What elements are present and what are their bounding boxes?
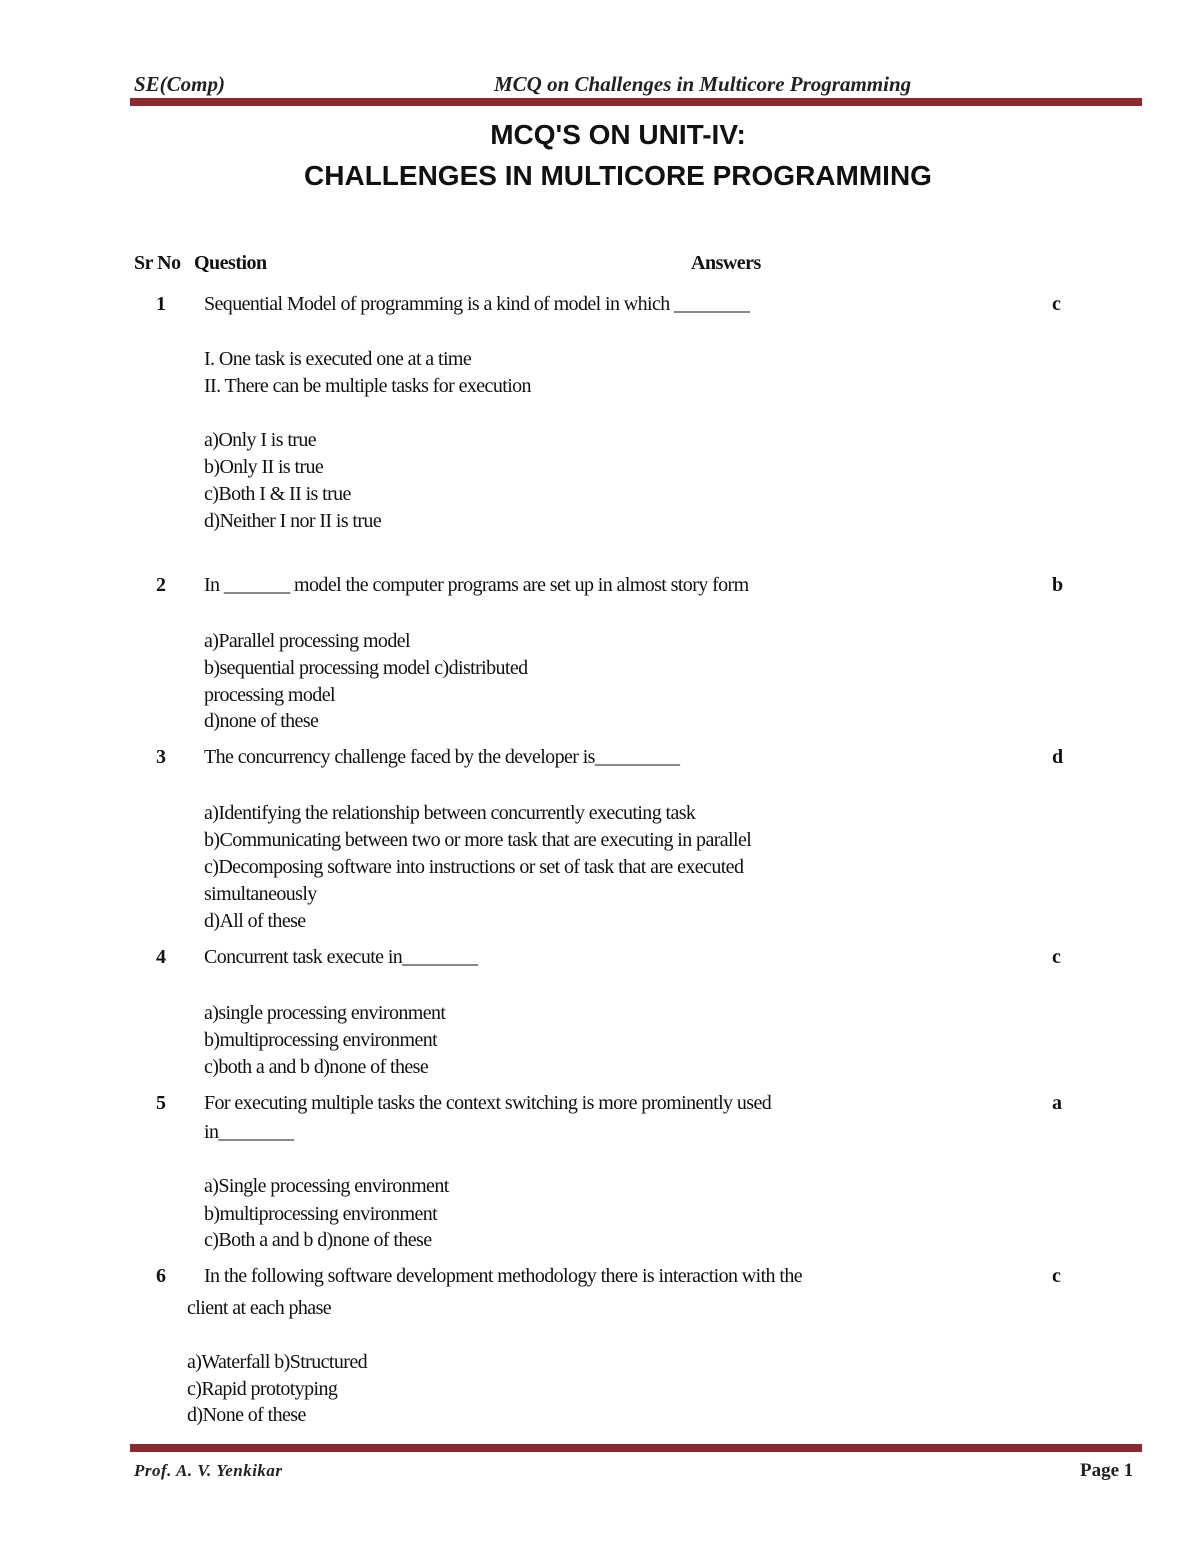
question-number: 2: [156, 574, 166, 596]
answer-value: a: [1052, 1092, 1062, 1114]
option-text: b)multiprocessing environment: [204, 1029, 438, 1051]
question-number: 3: [156, 746, 166, 768]
page-title-line-1: MCQ'S ON UNIT-IV:: [490, 119, 746, 150]
option-text: b)sequential processing model c)distributed: [204, 657, 528, 679]
question-number: 5: [156, 1092, 166, 1114]
option-text: b)multiprocessing environment: [204, 1203, 438, 1225]
question-text: The concurrency challenge faced by the developer is_________: [204, 746, 680, 768]
page-number: Page 1: [1080, 1460, 1134, 1481]
column-header-sr-no: Sr No: [134, 252, 181, 274]
option-text: simultaneously: [204, 883, 317, 905]
page-title-line-2: CHALLENGES IN MULTICORE PROGRAMMING: [304, 160, 932, 191]
option-text: d)none of these: [204, 710, 319, 732]
question-text-continued: in________: [204, 1121, 294, 1143]
header-rule: [130, 98, 1142, 106]
option-text: a)Waterfall b)Structured: [187, 1351, 368, 1373]
question-number: 6: [156, 1265, 166, 1287]
header-subject: MCQ on Challenges in Multicore Programming: [494, 72, 912, 96]
column-header-answers: Answers: [691, 252, 761, 274]
answer-value: c: [1052, 946, 1061, 968]
answer-value: b: [1052, 574, 1064, 596]
answer-value: c: [1052, 293, 1061, 315]
question-text: Concurrent task execute in________: [204, 946, 478, 968]
option-text: c)Rapid prototyping: [187, 1378, 338, 1400]
question-number: 1: [156, 293, 166, 315]
question-text: For executing multiple tasks the context switching is more prominently used: [204, 1092, 772, 1114]
footer-rule: [130, 1444, 1142, 1452]
option-text: a)Only I is true: [204, 429, 317, 451]
option-text: a)Identifying the relationship between concurrently executing task: [204, 802, 696, 824]
option-text: a)single processing environment: [204, 1002, 446, 1024]
option-text: c)Both I & II is true: [204, 483, 351, 505]
option-text: d)None of these: [187, 1404, 306, 1426]
option-text: a)Single processing environment: [204, 1175, 449, 1197]
question-text-continued: client at each phase: [187, 1297, 332, 1319]
answer-value: c: [1052, 1265, 1061, 1287]
option-text: d)Neither I nor II is true: [204, 510, 382, 532]
option-text: b)Only II is true: [204, 456, 324, 478]
option-text: c)Decomposing software into instructions or set of task that are executed: [204, 856, 744, 878]
option-text: c)both a and b d)none of these: [204, 1056, 429, 1078]
question-text: Sequential Model of programming is a kind of model in which ________: [204, 293, 750, 315]
header-course: SE(Comp): [134, 72, 226, 96]
option-text: processing model: [204, 684, 335, 706]
answer-value: d: [1052, 746, 1064, 768]
column-header-question: Question: [194, 252, 267, 274]
question-text: In the following software development methodology there is interaction with the: [204, 1265, 802, 1287]
option-text: d)All of these: [204, 910, 306, 932]
question-text: In _______ model the computer programs are set up in almost story form: [204, 574, 749, 596]
option-text: a)Parallel processing model: [204, 630, 410, 652]
option-text: b)Communicating between two or more task that are executing in parallel: [204, 829, 752, 851]
option-text: c)Both a and b d)none of these: [204, 1229, 432, 1251]
footer-author: Prof. A. V. Yenkikar: [134, 1461, 283, 1480]
question-statement: I. One task is executed one at a time: [204, 348, 472, 370]
question-number: 4: [156, 946, 166, 968]
question-statement: II. There can be multiple tasks for execution: [204, 375, 531, 397]
